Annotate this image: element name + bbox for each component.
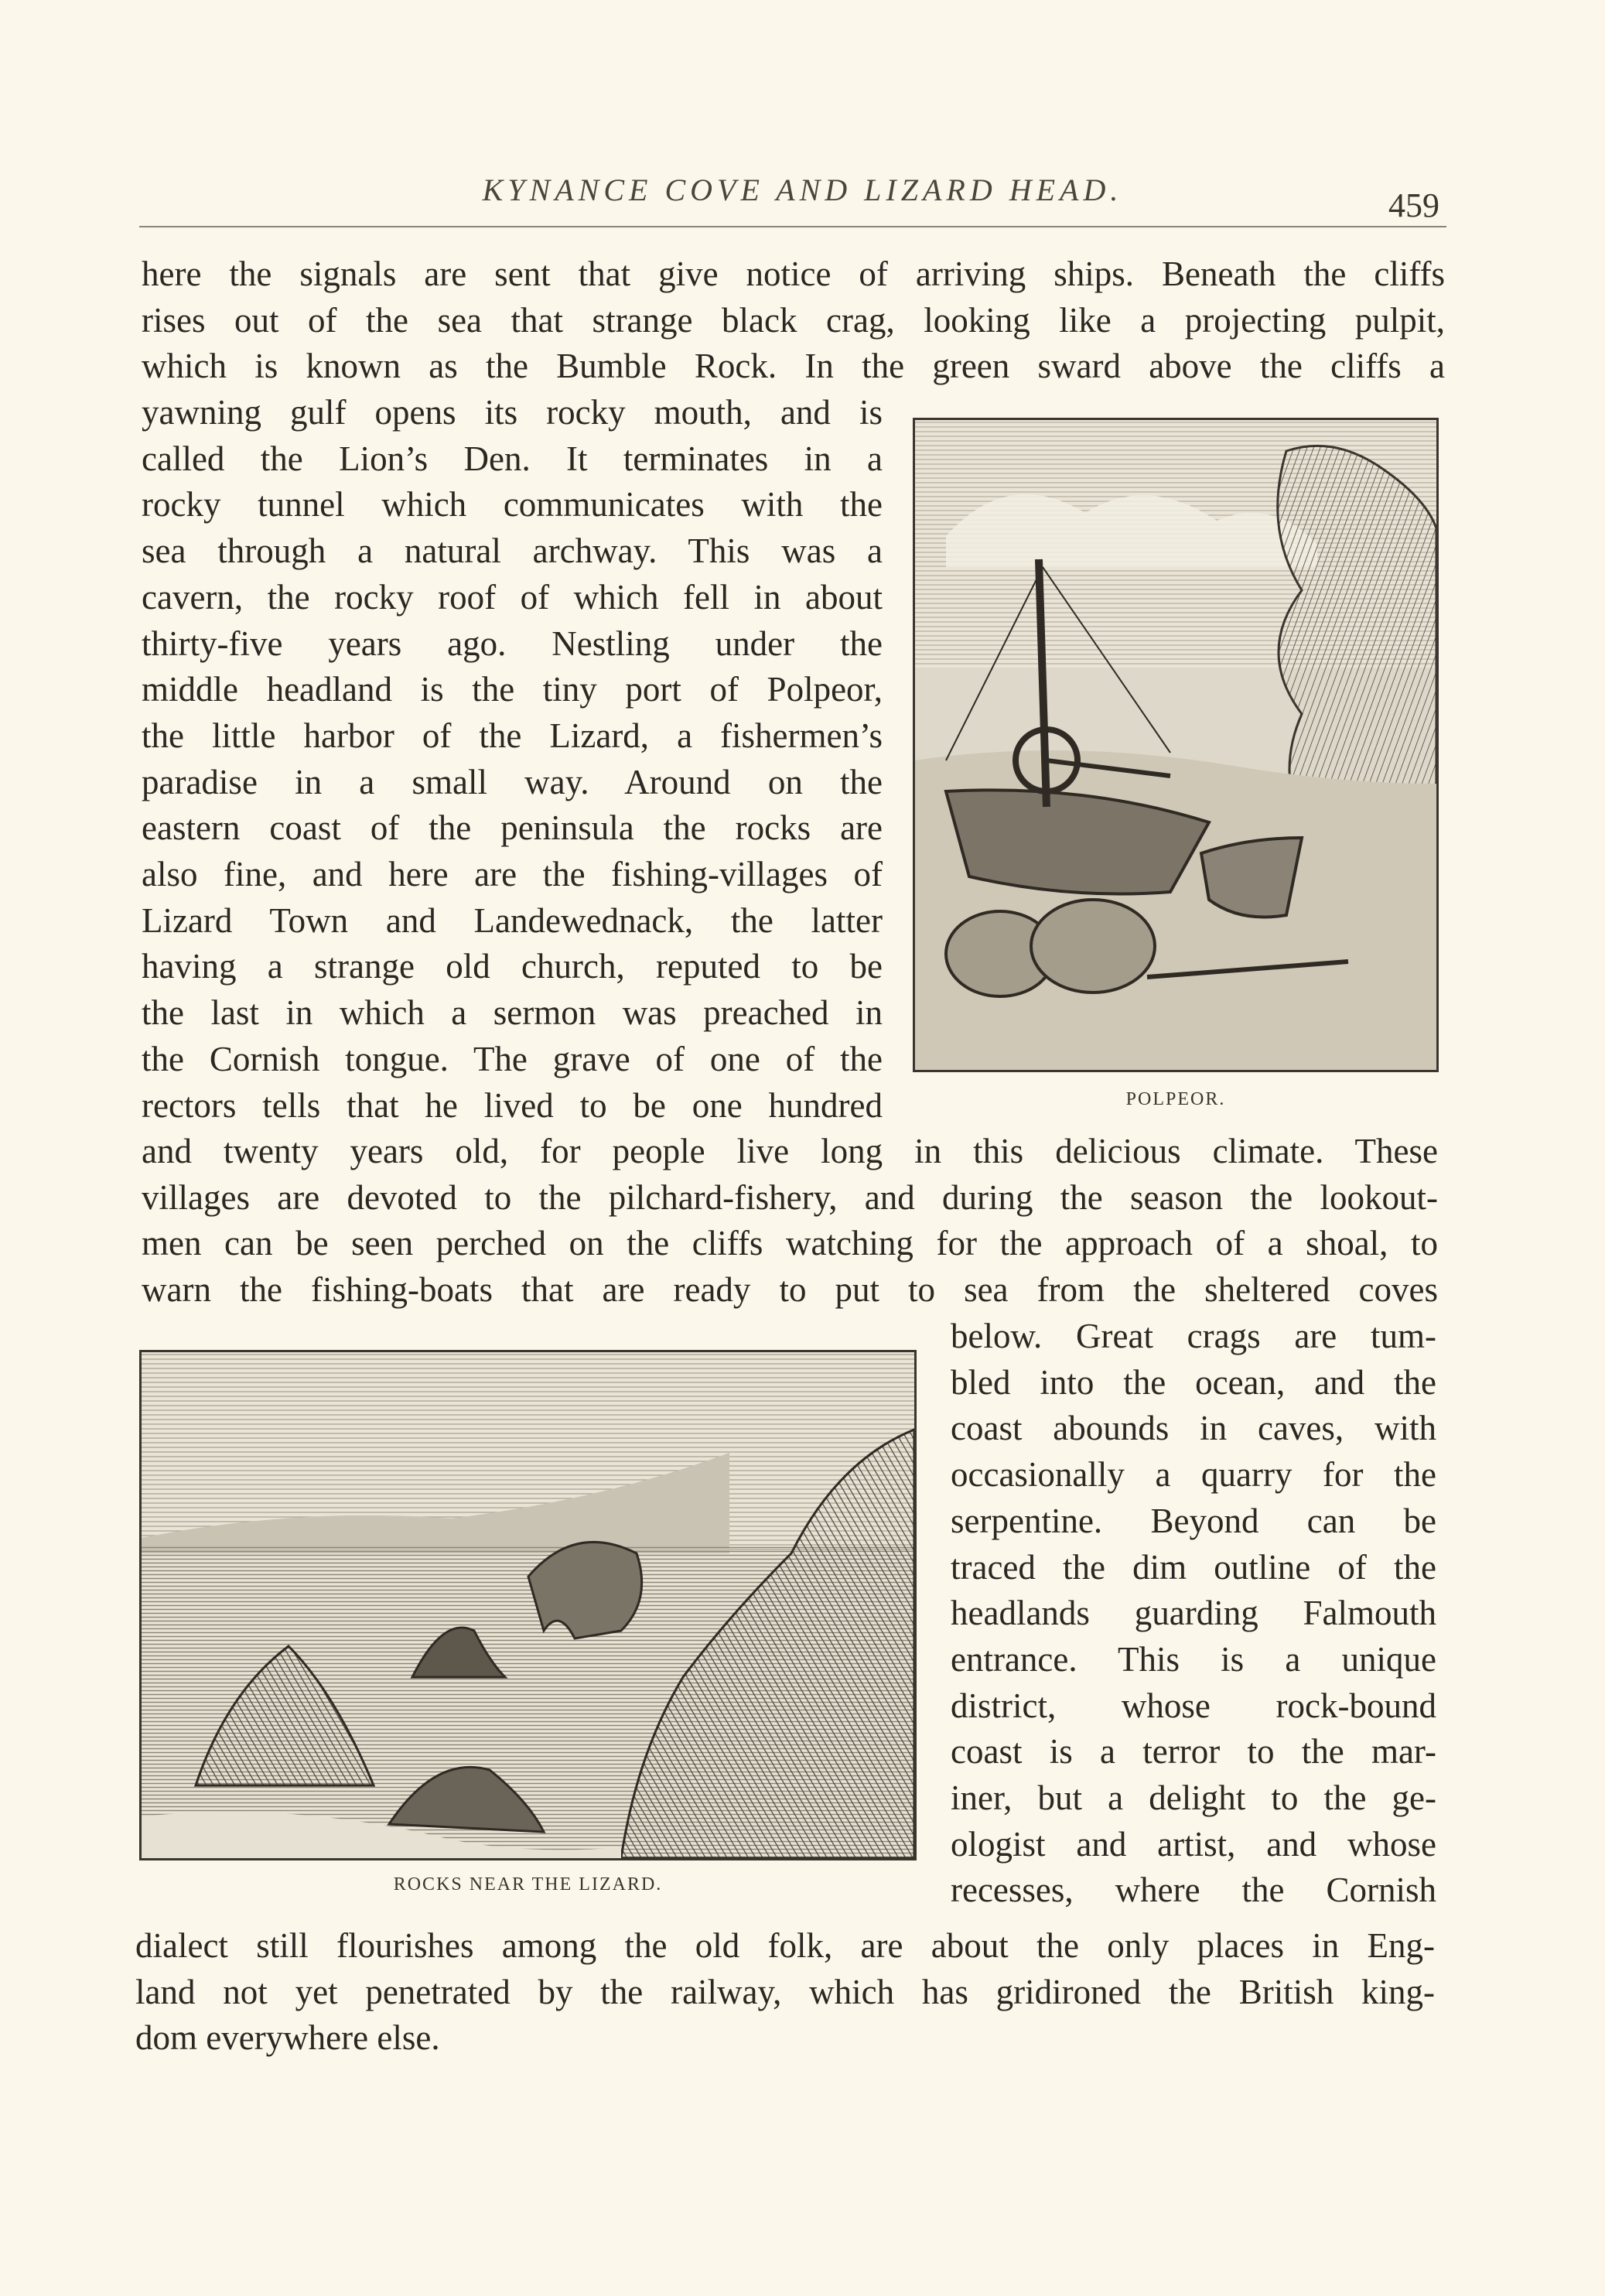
- text-line: warn the fishing-boats that are ready to put to sea from the sheltered coves: [142, 1270, 1438, 1310]
- running-head-title: KYNANCE COVE AND LIZARD HEAD.: [482, 173, 1123, 207]
- text-line: the last in which a sermon was preached in: [142, 993, 883, 1033]
- lobster-pot-2: [1031, 900, 1155, 993]
- text-line: rises out of the sea that strange black crag, looking like a projecting pulpit,: [142, 300, 1445, 340]
- rocks-caption: ROCKS NEAR THE LIZARD.: [393, 1874, 663, 1895]
- engraving-rocks-near-lizard: [139, 1350, 917, 1860]
- rocks-illustration: [142, 1352, 914, 1858]
- text-line: serpentine. Beyond can be: [951, 1501, 1436, 1540]
- text-line: paradise in a small way. Around on the: [142, 762, 883, 801]
- text-line: occasionally a quarry for the: [951, 1455, 1436, 1495]
- text-line: the Cornish tongue. The grave of one of the: [142, 1039, 883, 1078]
- paragraph-top: [142, 251, 1445, 390]
- text-line: headlands guarding Falmouth: [951, 1594, 1436, 1633]
- text-line: and twenty years old, for people live long in this delicious climate. These: [142, 1132, 1438, 1170]
- text-line: district, whose rock-bound: [951, 1686, 1436, 1725]
- polpeor-illustration: [915, 420, 1436, 1070]
- text-line: also fine, and here are the fishing-villages of: [142, 855, 883, 894]
- text-line: rectors tells that he lived to be one hundred: [142, 1085, 883, 1125]
- paragraph-left-column: [142, 390, 883, 1129]
- text-line: coast abounds in caves, with: [951, 1409, 1436, 1448]
- text-line: coast is a terror to the mar-: [951, 1732, 1436, 1772]
- text-line: having a strange old church, reputed to be: [142, 947, 883, 986]
- paragraph-right-column: [951, 1314, 1436, 1914]
- page-number: 459: [1388, 186, 1439, 224]
- text-line: dialect still flourishes among the old folk, are about the only places in Eng-: [135, 1926, 1435, 1965]
- text-line: eastern coast of the peninsula the rocks are: [142, 808, 883, 848]
- text-line: cavern, the rocky roof of which fell in about: [142, 577, 883, 617]
- text-line: thirty-five years ago. Nestling under the: [142, 624, 883, 663]
- text-line: yawning gulf opens its rocky mouth, and is: [142, 393, 883, 432]
- text-line: the little harbor of the Lizard, a fishermen’s: [142, 716, 883, 755]
- text-line: sea through a natural archway. This was a: [142, 531, 883, 571]
- text-line: middle headland is the tiny port of Polpeor,: [142, 670, 883, 709]
- text-line: below. Great crags are tum-: [951, 1317, 1436, 1355]
- text-line: here the signals are sent that give notice of arriving ships. Beneath the cliffs: [142, 255, 1445, 293]
- small-boat: [1201, 838, 1302, 917]
- paragraph-middle: [142, 1129, 1438, 1314]
- text-line: traced the dim outline of the: [951, 1547, 1436, 1587]
- engraving-polpeor: [913, 418, 1439, 1072]
- header-rule: [139, 226, 1446, 227]
- text-line: rocky tunnel which communicates with the: [142, 485, 883, 524]
- text-line: villages are devoted to the pilchard-fishery, and during the season the lookout-: [142, 1177, 1438, 1217]
- text-line: which is known as the Bumble Rock. In the green sward above the cliffs a: [142, 347, 1445, 386]
- text-line: entrance. This is a unique: [951, 1639, 1436, 1679]
- text-line: ologist and artist, and whose: [951, 1824, 1436, 1864]
- text-line: recesses, where the Cornish: [951, 1871, 1436, 1910]
- figure-rocks-near-lizard: [139, 1350, 920, 1907]
- figure-polpeor: [913, 418, 1439, 1109]
- text-line: dom everywhere else.: [135, 2018, 440, 2058]
- text-line: Lizard Town and Landewednack, the latter: [142, 900, 883, 940]
- text-line: iner, but a delight to the ge-: [951, 1778, 1436, 1818]
- polpeor-caption: POLPEOR.: [1125, 1089, 1226, 1109]
- text-line: bled into the ocean, and the: [951, 1362, 1436, 1402]
- paragraph-bottom: [135, 1923, 1435, 2062]
- text-line: men can be seen perched on the cliffs watching for the approach of a shoal, to: [142, 1224, 1438, 1263]
- text-line: land not yet penetrated by the railway, which has gridironed the British king-: [135, 1972, 1435, 2011]
- text-line: called the Lion’s Den. It terminates in a: [142, 439, 883, 478]
